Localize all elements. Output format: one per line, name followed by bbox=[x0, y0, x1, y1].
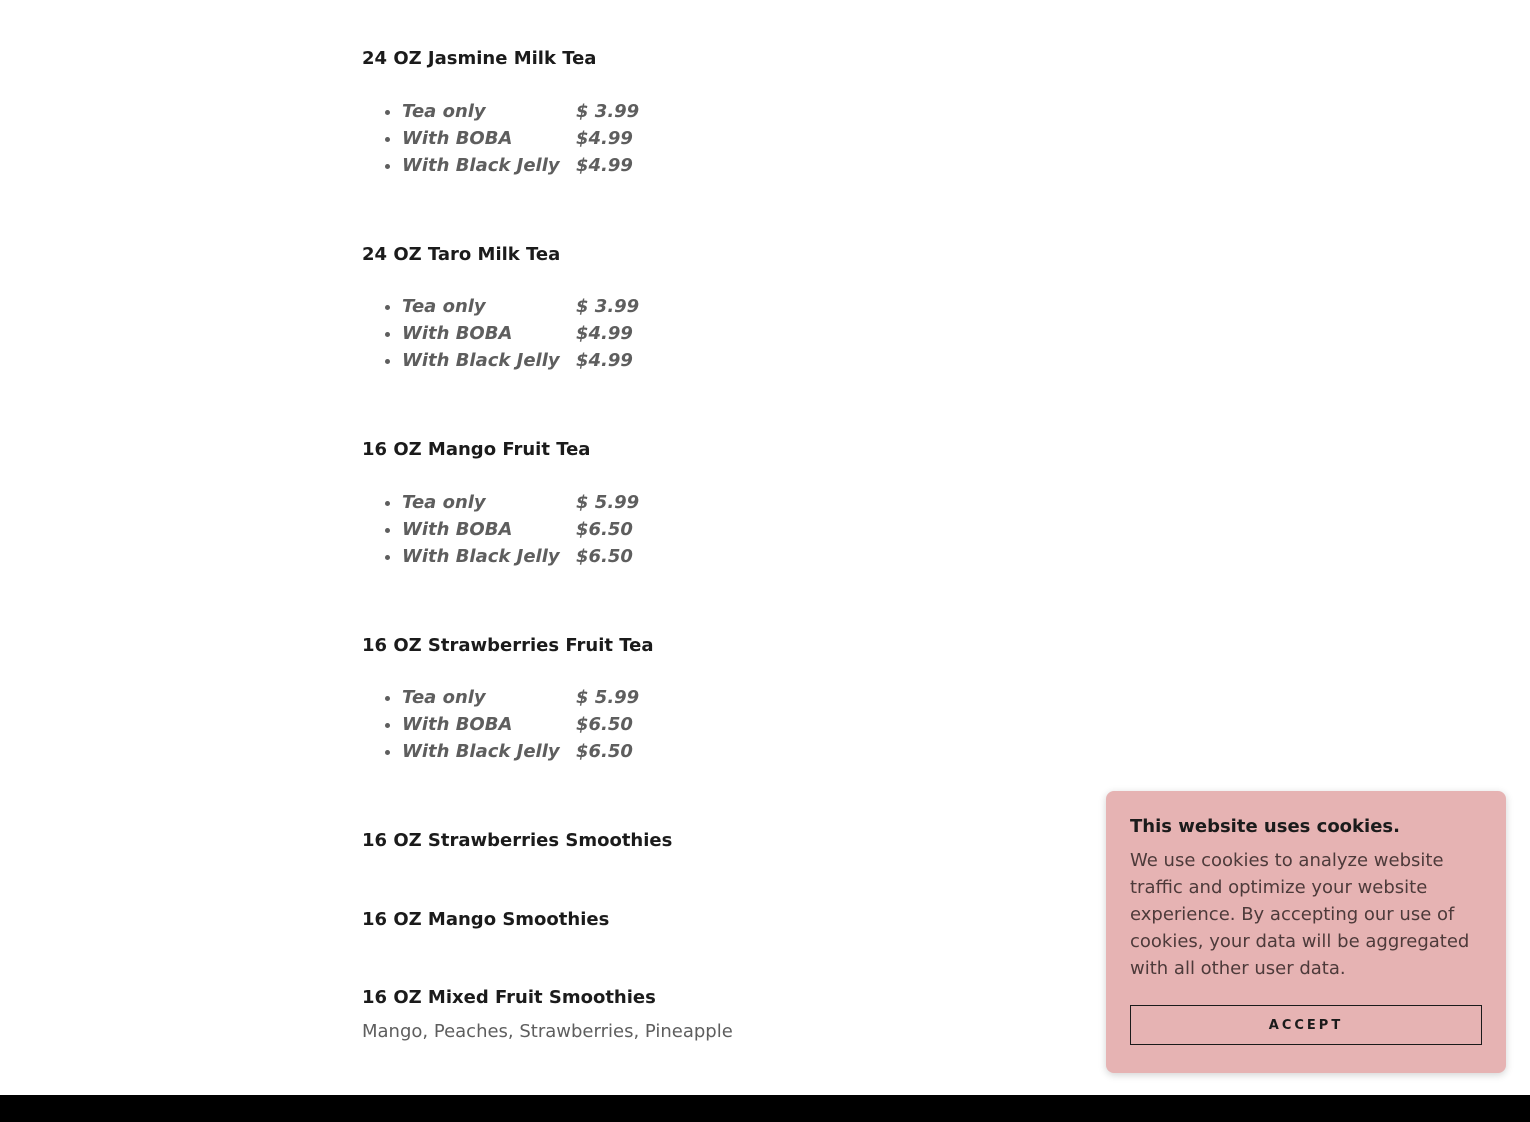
option-price: $6.50 bbox=[576, 741, 633, 762]
cookie-banner-title: This website uses cookies. bbox=[1130, 816, 1400, 837]
option-price: $6.50 bbox=[576, 714, 633, 735]
menu-item-title: 24 OZ Taro Milk Tea bbox=[362, 244, 561, 265]
option-name: With BOBA bbox=[402, 519, 513, 540]
option-name: With BOBA bbox=[402, 128, 513, 149]
option-price: $6.50 bbox=[576, 546, 633, 567]
menu-item-title: 16 OZ Mango Fruit Tea bbox=[362, 439, 591, 460]
option-item bbox=[402, 489, 802, 516]
option-price: $4.99 bbox=[576, 323, 633, 344]
menu-section-taro-milk-tea bbox=[362, 243, 640, 371]
cookie-banner-text: We use cookies to analyze website traffic and optimize your website experience. By accepting our use of cookies, your data will be aggregated with all other user data. bbox=[1130, 850, 1470, 979]
option-item bbox=[402, 293, 802, 320]
option-item bbox=[402, 347, 802, 374]
option-item bbox=[402, 684, 802, 711]
menu-item-title: 24 OZ Jasmine Milk Tea bbox=[362, 48, 597, 69]
option-price: $ 3.99 bbox=[576, 296, 640, 317]
menu-section-mango-smoothies bbox=[362, 908, 609, 932]
option-name: With BOBA bbox=[402, 714, 513, 735]
option-price: $4.99 bbox=[576, 155, 633, 176]
menu-item-title: 16 OZ Mango Smoothies bbox=[362, 909, 610, 930]
option-list bbox=[362, 293, 802, 374]
option-price: $4.99 bbox=[576, 128, 633, 149]
option-price: $4.99 bbox=[576, 350, 633, 371]
option-list bbox=[362, 489, 802, 570]
option-price: $ 5.99 bbox=[576, 492, 640, 513]
menu-section-strawberries-smoothies bbox=[362, 829, 672, 853]
menu-section-jasmine-milk-tea bbox=[362, 47, 640, 176]
option-price: $ 5.99 bbox=[576, 687, 640, 708]
option-name: With Black Jelly bbox=[402, 155, 560, 176]
menu-item-title: 16 OZ Strawberries Smoothies bbox=[362, 830, 673, 851]
option-item bbox=[402, 711, 802, 738]
menu-item-title: 16 OZ Mixed Fruit Smoothies bbox=[362, 987, 656, 1008]
option-item bbox=[402, 152, 802, 179]
menu-item-description: Mango, Peaches, Strawberries, Pineapple bbox=[362, 1021, 733, 1042]
option-item bbox=[402, 543, 802, 570]
menu-item-title: 16 OZ Strawberries Fruit Tea bbox=[362, 635, 654, 656]
option-name: With Black Jelly bbox=[402, 546, 560, 567]
menu-section-mixed-fruit-smoothies bbox=[362, 986, 656, 1010]
option-item bbox=[402, 738, 802, 765]
accept-cookies-button[interactable]: ACCEPT bbox=[1130, 1005, 1482, 1045]
option-item bbox=[402, 98, 802, 125]
option-item bbox=[402, 125, 802, 152]
option-price: $6.50 bbox=[576, 519, 633, 540]
option-list bbox=[362, 684, 802, 765]
option-name: Tea only bbox=[402, 492, 486, 513]
option-item bbox=[402, 320, 802, 347]
cookie-banner bbox=[1106, 791, 1506, 1073]
option-name: Tea only bbox=[402, 687, 486, 708]
footer-bar bbox=[0, 1095, 1530, 1122]
option-list bbox=[362, 98, 802, 179]
menu-section-strawberries-fruit-tea bbox=[362, 634, 654, 762]
option-name: With BOBA bbox=[402, 323, 513, 344]
option-price: $ 3.99 bbox=[576, 101, 640, 122]
menu-section-mango-fruit-tea bbox=[362, 438, 640, 567]
option-name: With Black Jelly bbox=[402, 741, 560, 762]
option-name: Tea only bbox=[402, 296, 486, 317]
option-item bbox=[402, 516, 802, 543]
option-name: Tea only bbox=[402, 101, 486, 122]
option-name: With Black Jelly bbox=[402, 350, 560, 371]
